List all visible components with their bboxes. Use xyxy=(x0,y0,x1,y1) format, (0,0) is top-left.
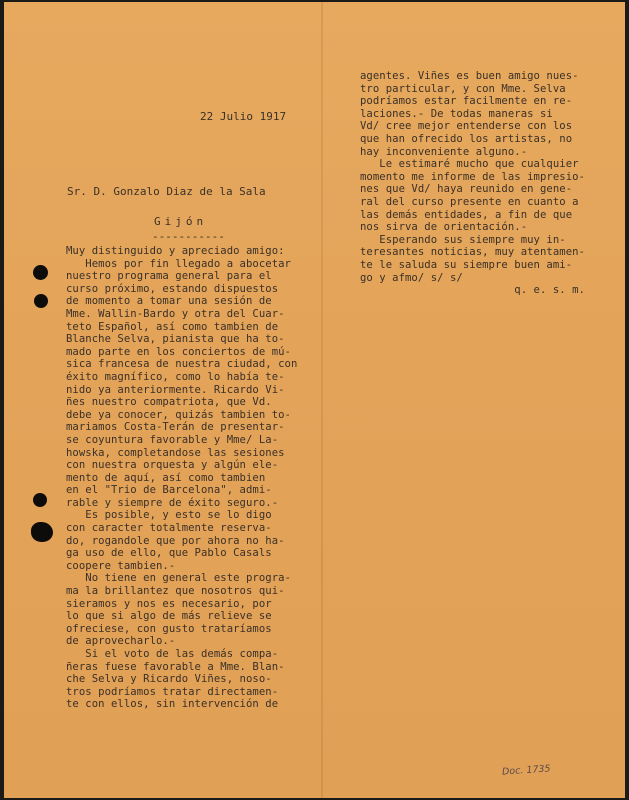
letter-line: rable y siempre de éxito seguro.- xyxy=(66,496,279,509)
letter-line: Es posible, y esto se lo digo xyxy=(66,509,272,522)
letter-line: nos sirva de orientación.- xyxy=(360,221,528,234)
letter-line: coopere tambien.- xyxy=(66,559,176,572)
left-column-text xyxy=(66,245,297,711)
paper-fold xyxy=(321,2,323,798)
letter-line: momento me informe de las impresio- xyxy=(360,170,585,183)
letter-line: Esperando sus siempre muy in- xyxy=(360,233,566,246)
punch-hole xyxy=(33,493,47,507)
letter-line: Muy distinguido y apreciado amigo: xyxy=(66,245,285,257)
punch-hole xyxy=(33,265,48,280)
letter-line: te le saluda su siempre buen ami- xyxy=(360,258,573,271)
letter-line: ofreciese, con gusto trataríamos xyxy=(66,622,272,635)
letter-line: mento de aquí, así como tambien xyxy=(66,471,266,484)
letter-line: nes que Vd/ haya reunido en gene- xyxy=(360,183,573,196)
city-underline: ----------- xyxy=(152,230,225,243)
letter-line: che Selva y Ricardo Viñes, noso- xyxy=(66,673,272,686)
letter-line: de momento a tomar una sesión de xyxy=(66,295,272,308)
letter-line: con caracter totalmente reserva- xyxy=(66,522,272,535)
letter-line: debe ya conocer, quizás tambien to- xyxy=(66,408,291,421)
letter-line: nido ya anteriormente. Ricardo Vi- xyxy=(66,383,285,396)
letter-line: mariamos Costa-Terán de presentar- xyxy=(66,421,285,434)
letter-line: de aprovecharlo.- xyxy=(66,635,176,648)
letter-line: q. e. s. m. xyxy=(360,284,585,297)
letter-sheet xyxy=(4,2,625,798)
letter-line: podríamos estar facilmente en re- xyxy=(360,95,573,108)
letter-line: que han ofrecido los artistas, no xyxy=(360,132,573,145)
letter-line: nuestro programa general para el xyxy=(66,270,272,283)
letter-line: te con ellos, sin intervención de xyxy=(66,698,279,711)
letter-line: Blanche Selva, pianista que ha to- xyxy=(66,333,285,346)
letter-line: ga uso de ello, que Pablo Casals xyxy=(66,547,272,560)
letter-line: las demás entidades, a fin de que xyxy=(360,208,573,221)
letter-line: agentes. Viñes es buen amigo nues- xyxy=(360,70,579,82)
letter-line: Le estimaré mucho que cualquier xyxy=(360,158,579,171)
letter-line: ma la brillantez que nosotros qui- xyxy=(66,585,285,598)
letter-line: en el "Trio de Barcelona", admi- xyxy=(66,484,272,497)
letter-line: howska, completandose las sesiones xyxy=(66,446,285,459)
letter-line: tro particular, y con Mme. Selva xyxy=(360,82,566,95)
letter-line: ral del curso presente en cuanto a xyxy=(360,195,579,208)
letter-line: lo que si algo de más relieve se xyxy=(66,610,272,623)
letter-line: Hemos por fin llegado a abocetar xyxy=(66,257,291,270)
letter-line: tros podríamos tratar directamen- xyxy=(66,685,279,698)
letter-line: curso próximo, estando dispuestos xyxy=(66,282,279,295)
letter-line: teto Español, así como tambien de xyxy=(66,320,279,333)
punch-hole xyxy=(31,522,53,542)
letter-line: ñes nuestro compatriota, que Vd. xyxy=(66,396,272,409)
letter-line: No tiene en general este progra- xyxy=(66,572,291,585)
archive-reference: Doc. 1735 xyxy=(501,763,551,778)
letter-line: sieramos y nos es necesario, por xyxy=(66,597,272,610)
letter-line: teresantes noticias, muy atentamen- xyxy=(360,246,585,259)
letter-line: Mme. Wallin-Bardo y otra del Cuar- xyxy=(66,307,285,320)
letter-line: go y afmo/ s/ s/ xyxy=(360,271,463,284)
right-column-text xyxy=(360,70,585,297)
recipient-name: Sr. D. Gonzalo Diaz de la Sala xyxy=(67,185,266,198)
letter-line: con nuestra orquesta y algún ele- xyxy=(66,459,279,472)
letter-line: se coyuntura favorable y Mme/ La- xyxy=(66,433,279,446)
letter-line: mado parte en los conciertos de mú- xyxy=(66,345,291,358)
letter-line: éxito magnífico, como lo había te- xyxy=(66,370,285,383)
letter-line: Vd/ cree mejor entenderse con los xyxy=(360,120,573,133)
letter-line: Si el voto de las demás compa- xyxy=(66,648,279,660)
letter-line: sica francesa de nuestra ciudad, con xyxy=(66,358,298,371)
punch-hole xyxy=(34,294,48,308)
letter-date: 22 Julio 1917 xyxy=(200,110,287,123)
letter-line: do, rogandole que por ahora no ha- xyxy=(66,534,285,547)
letter-line: ñeras fuese favorable a Mme. Blan- xyxy=(66,660,285,673)
letter-line: laciones.- De todas maneras si xyxy=(360,107,553,120)
recipient-city: Gijón xyxy=(154,215,208,228)
letter-line: hay inconveniente alguno.- xyxy=(360,145,528,158)
